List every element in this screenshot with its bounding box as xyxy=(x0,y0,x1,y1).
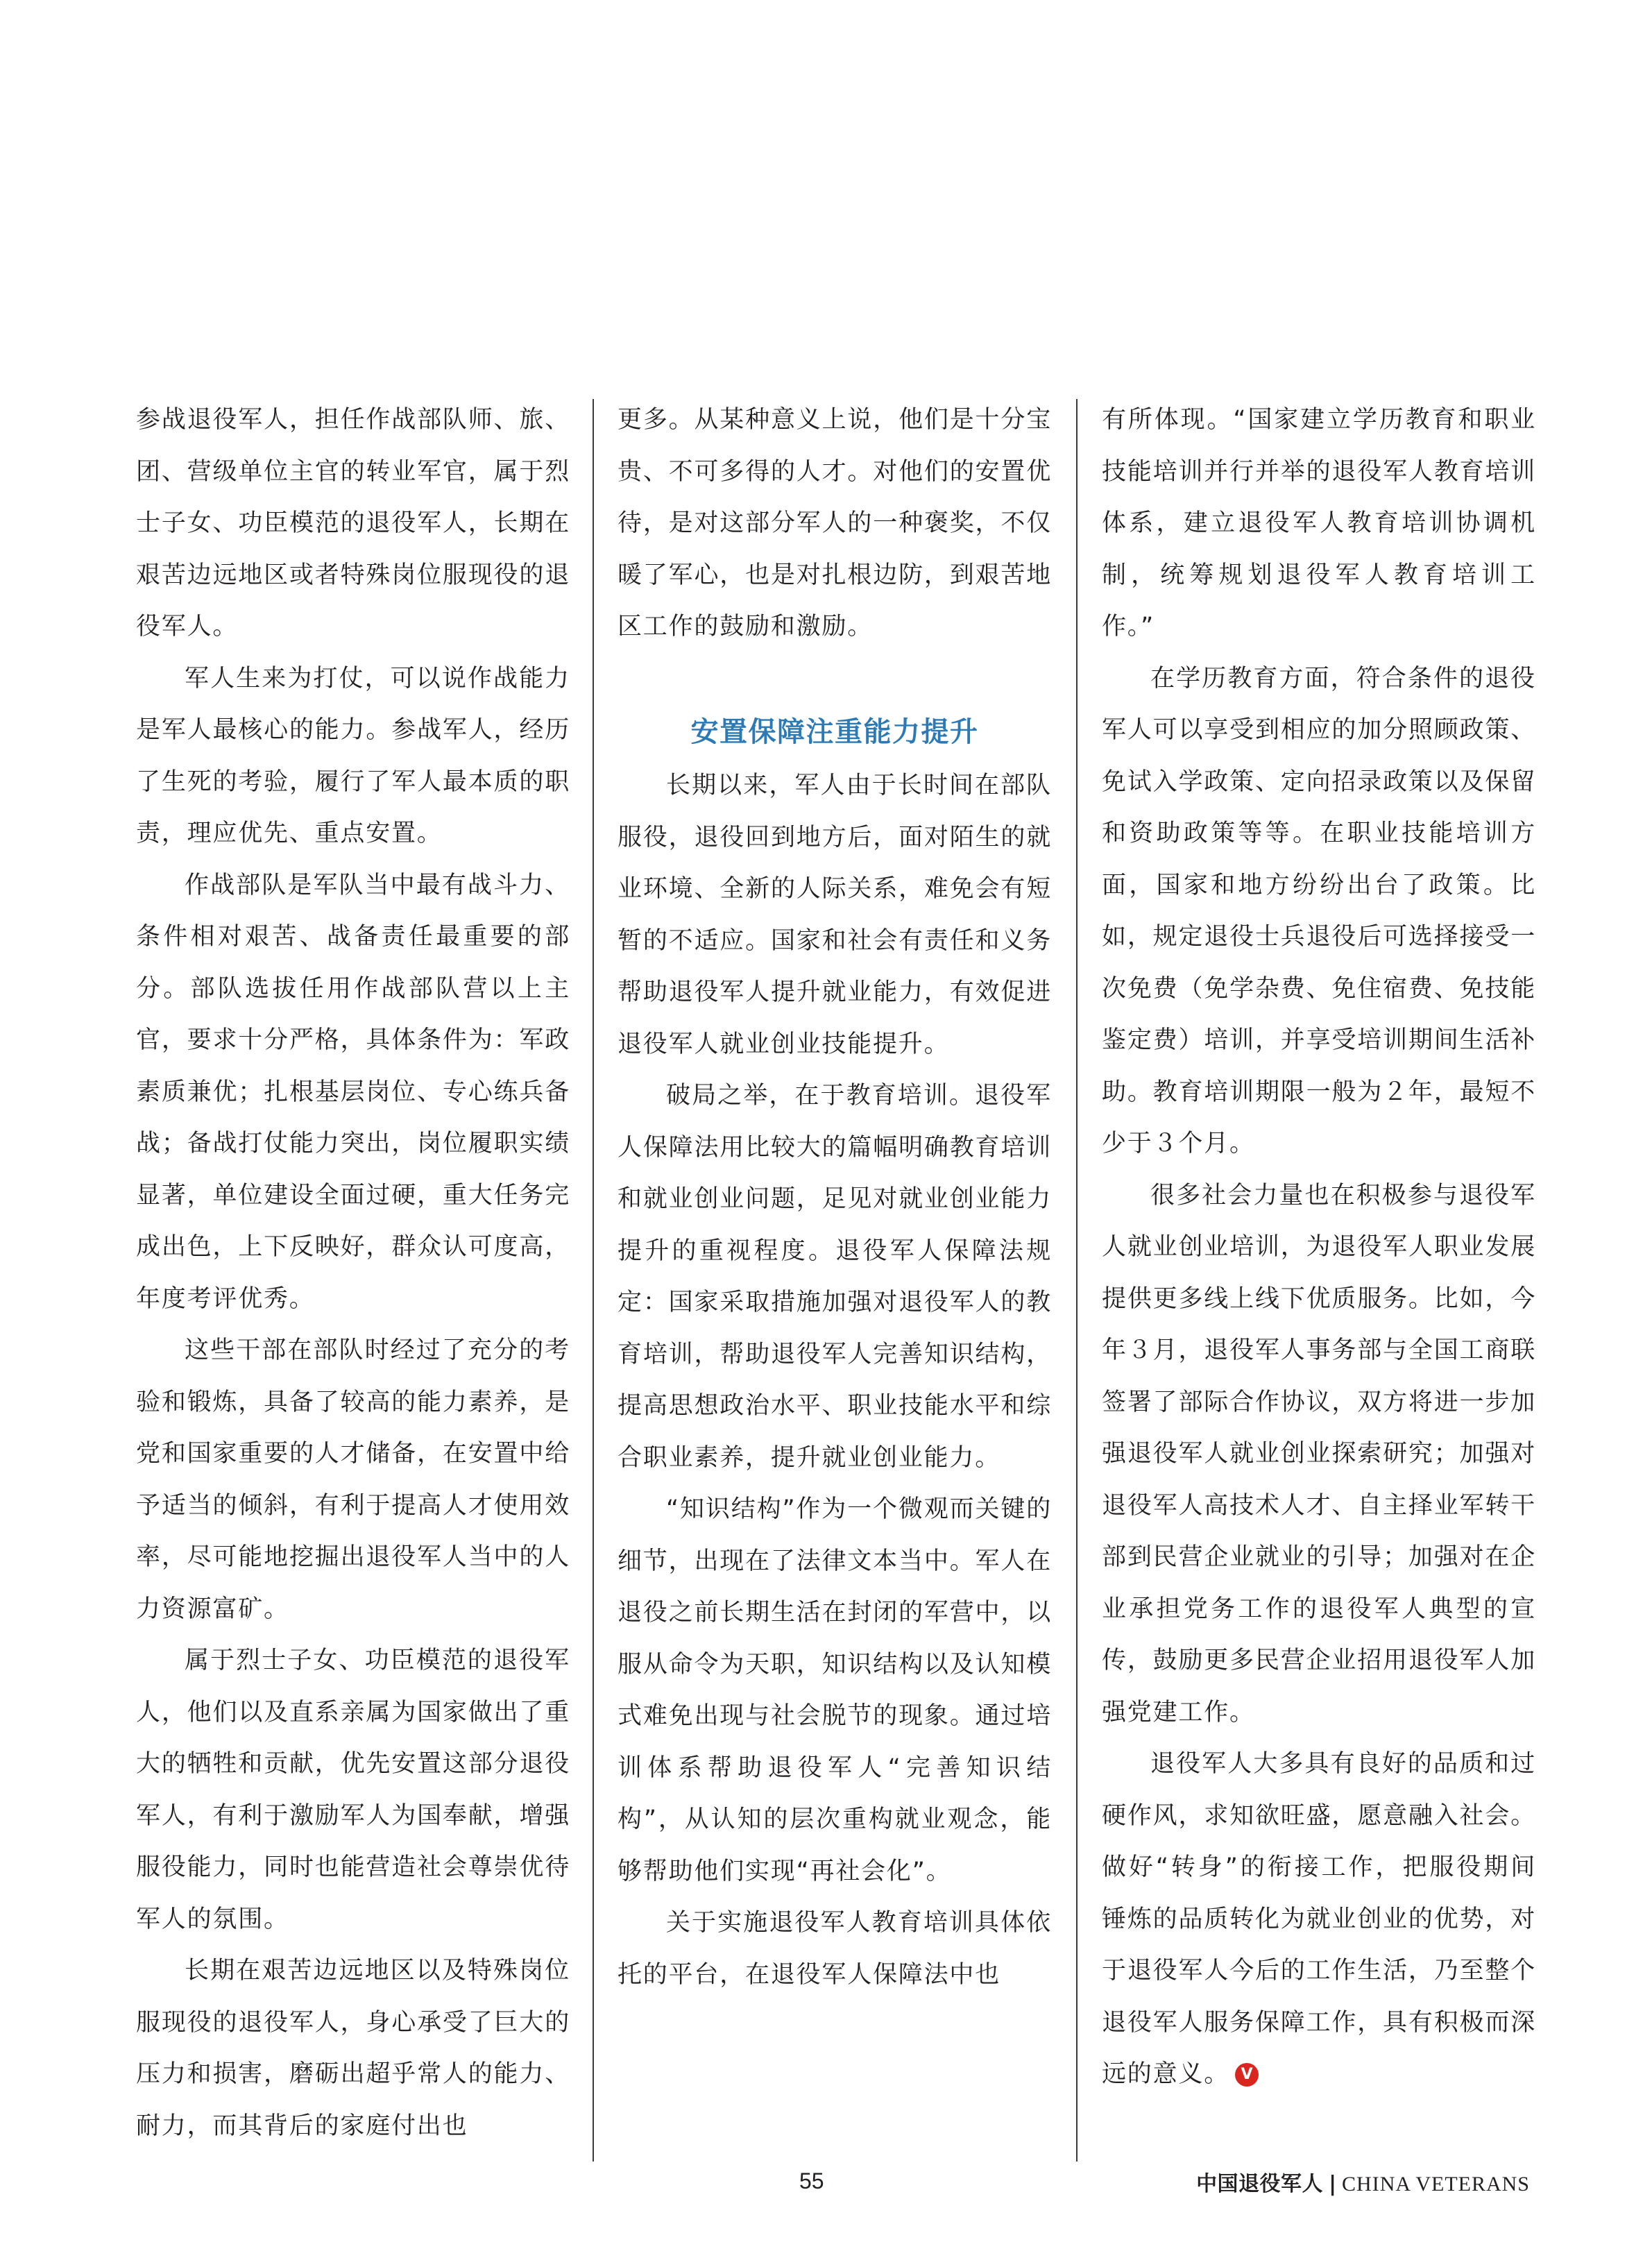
paragraph: 军人生来为打仗，可以说作战能力是军人最核心的能力。参战军人，经历了生死的考验，履行了军人最本质的职责，理应优先、重点安置。 xyxy=(136,664,570,847)
paragraph: “知识结构”作为一个微观而关键的细节，出现在了法律文本当中。军人在退役之前长期生活在封闭的军营中，以服从命令为天职，知识结构以及认知模式难免出现与社会脱节的现象。通过培训体系帮助退役军人“完善知识结构”，从认知的层次重构就业观念，能够帮助他们实现“再社会化”。 xyxy=(618,1495,1052,1885)
page-number: 55 xyxy=(799,2168,824,2193)
paragraph xyxy=(1102,1738,1536,2100)
paragraph: 作战部队是军队当中最有战斗力、条件相对艰苦、战备责任最重要的部分。部队选拔任用作战部队营以上主官，要求十分严格，具体条件为：军政素质兼优；扎根基层岗位、专心练兵备战；备战打仗能力突出，岗位履职实绩显著，单位建设全面过硬，重大任务完成出色，上下反映好，群众认可度高，年度考评优秀。 xyxy=(136,871,570,1313)
paragraph: 在学历教育方面，符合条件的退役军人可以享受到相应的加分照顾政策、免试入学政策、定向招录政策以及保留和资助政策等等。在职业技能培训方面，国家和地方纷纷出台了政策。比如，规定退役士兵退役后可选择接受一次免费（免学杂费、免住宿费、免技能鉴定费）培训，并享受培训期间生活补助。教育培训期限一般为２年，最短不少于３个月。 xyxy=(1102,664,1536,1157)
paragraph: 属于烈士子女、功臣模范的退役军人，他们以及直系亲属为国家做出了重大的牺牲和贡献，优先安置这部分退役军人，有利于激励军人为国奉献，增强服役能力，同时也能营造社会尊崇优待军人的氛围。 xyxy=(136,1647,570,1933)
article-column-2 xyxy=(618,394,1052,2001)
article-column-3 xyxy=(1102,394,1536,2100)
magazine-name: 中国退役军人 xyxy=(1196,2172,1324,2196)
paragraph: 很多社会力量也在积极参与退役军人就业创业培训，为退役军人职业发展提供更多线上线下优质服务。比如，今年３月，退役军人事务部与全国工商联签署了部际合作协议，双方将进一步加强退役军人就业创业探索研究；加强对退役军人高技术人才、自主择业军转干部到民营企业就业的引导；加强对在企业承担党务工作的退役军人典型的宣传，鼓励更多民营企业招用退役军人加强党建工作。 xyxy=(1102,1181,1536,1726)
column-divider xyxy=(1076,399,1078,2162)
paragraph-text: 退役军人大多具有良好的品质和过硬作风，求知欲旺盛，愿意融入社会。做好“转身”的衔接工作，把服役期间锤炼的品质转化为就业创业的优势，对于退役军人今后的工作生活，乃至整个退役军人服务保障工作，具有积极而深远的意义。 xyxy=(1102,1750,1536,2088)
magazine-english-name: CHINA VETERANS xyxy=(1342,2173,1530,2196)
paragraph: 更多。从某种意义上说，他们是十分宝贵、不可多得的人才。对他们的安置优待，是对这部分军人的一种褒奖，不仅暖了军心，也是对扎根边防，到艰苦地区工作的鼓励和激励。 xyxy=(618,406,1052,640)
paragraph: 有所体现。“国家建立学历教育和职业技能培训并行并举的退役军人教育培训体系，建立退役军人教育培训协调机制，统筹规划退役军人教育培训工作。” xyxy=(1102,406,1536,640)
section-spacer xyxy=(618,653,1052,705)
article-column-1 xyxy=(136,394,570,2152)
paragraph: 长期在艰苦边远地区以及特殊岗位服现役的退役军人，身心承受了巨大的压力和损害，磨砺出超乎常人的能力、耐力，而其背后的家庭付出也 xyxy=(136,1957,570,2140)
section-heading: 安置保障注重能力提升 xyxy=(690,716,979,748)
end-of-article-icon: V xyxy=(1235,2063,1259,2087)
paragraph: 长期以来，军人由于长时间在部队服役，退役回到地方后，面对陌生的就业环境、全新的人际关系，难免会有短暂的不适应。国家和社会有责任和义务帮助退役军人提升就业能力，有效促进退役军人就业创业技能提升。 xyxy=(618,772,1052,1058)
paragraph: 关于实施退役军人教育培训具体依托的平台，在退役军人保障法中也 xyxy=(618,1909,1052,1989)
paragraph: 破局之举，在于教育培训。退役军人保障法用比较大的篇幅明确教育培训和就业创业问题，足见对就业创业能力提升的重视程度。退役军人保障法规定：国家采取措施加强对退役军人的教育培训，帮助退役军人完善知识结构，提高思想政治水平、职业技能水平和综合职业素养，提升就业创业能力。 xyxy=(618,1082,1052,1472)
paragraph: 这些干部在部队时经过了充分的考验和锻炼，具备了较高的能力素养，是党和国家重要的人才储备，在安置中给予适当的倾斜，有利于提高人才使用效率，尽可能地挖掘出退役军人当中的人力资源富矿。 xyxy=(136,1336,570,1623)
paragraph: 参战退役军人，担任作战部队师、旅、团、营级单位主官的转业军官，属于烈士子女、功臣模范的退役军人，长期在艰苦边远地区或者特殊岗位服现役的退役军人。 xyxy=(136,406,570,640)
running-footer xyxy=(1196,2166,1530,2197)
column-divider xyxy=(593,399,594,2162)
footer-separator: | xyxy=(1329,2172,1337,2196)
